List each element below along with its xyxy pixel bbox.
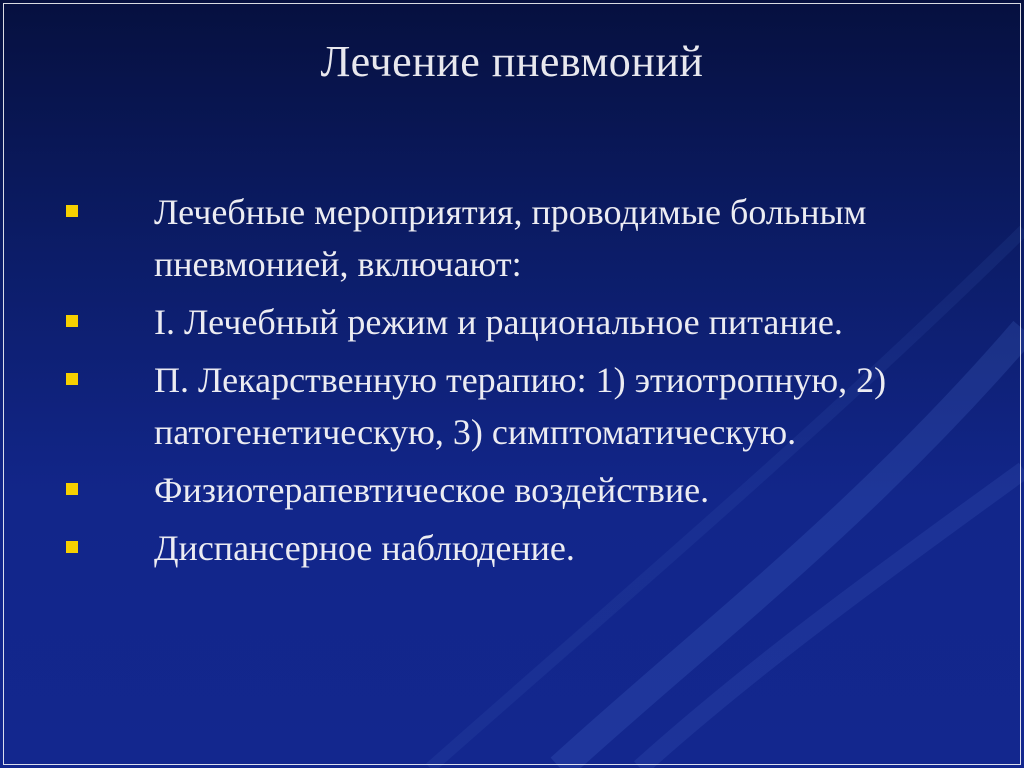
list-item-text: I. Лечебный режим и рациональное питание. <box>154 302 843 342</box>
slide-title: Лечение пневмоний <box>320 37 704 86</box>
list-item-text: Физиотерапевтическое воздействие. <box>154 470 710 510</box>
list-item <box>60 186 960 290</box>
list-item <box>60 464 960 516</box>
bullet-square-icon <box>66 373 78 385</box>
list-item-text: Диспансерное наблюдение. <box>154 528 575 568</box>
bullet-square-icon <box>66 483 78 495</box>
bullet-square-icon <box>66 541 78 553</box>
list-item-text: Лечебные мероприятия, проводимые больным пневмонией, включают: <box>154 192 867 284</box>
list-item-text: П. Лекарственную терапию: 1) этиотропную, 2) патогенетическую, 3) симптоматическую. <box>154 360 887 452</box>
list-item <box>60 522 960 574</box>
bullet-list <box>60 186 960 580</box>
bullet-square-icon <box>66 315 78 327</box>
bullet-square-icon <box>66 205 78 217</box>
list-item <box>60 296 960 348</box>
list-item <box>60 354 960 458</box>
